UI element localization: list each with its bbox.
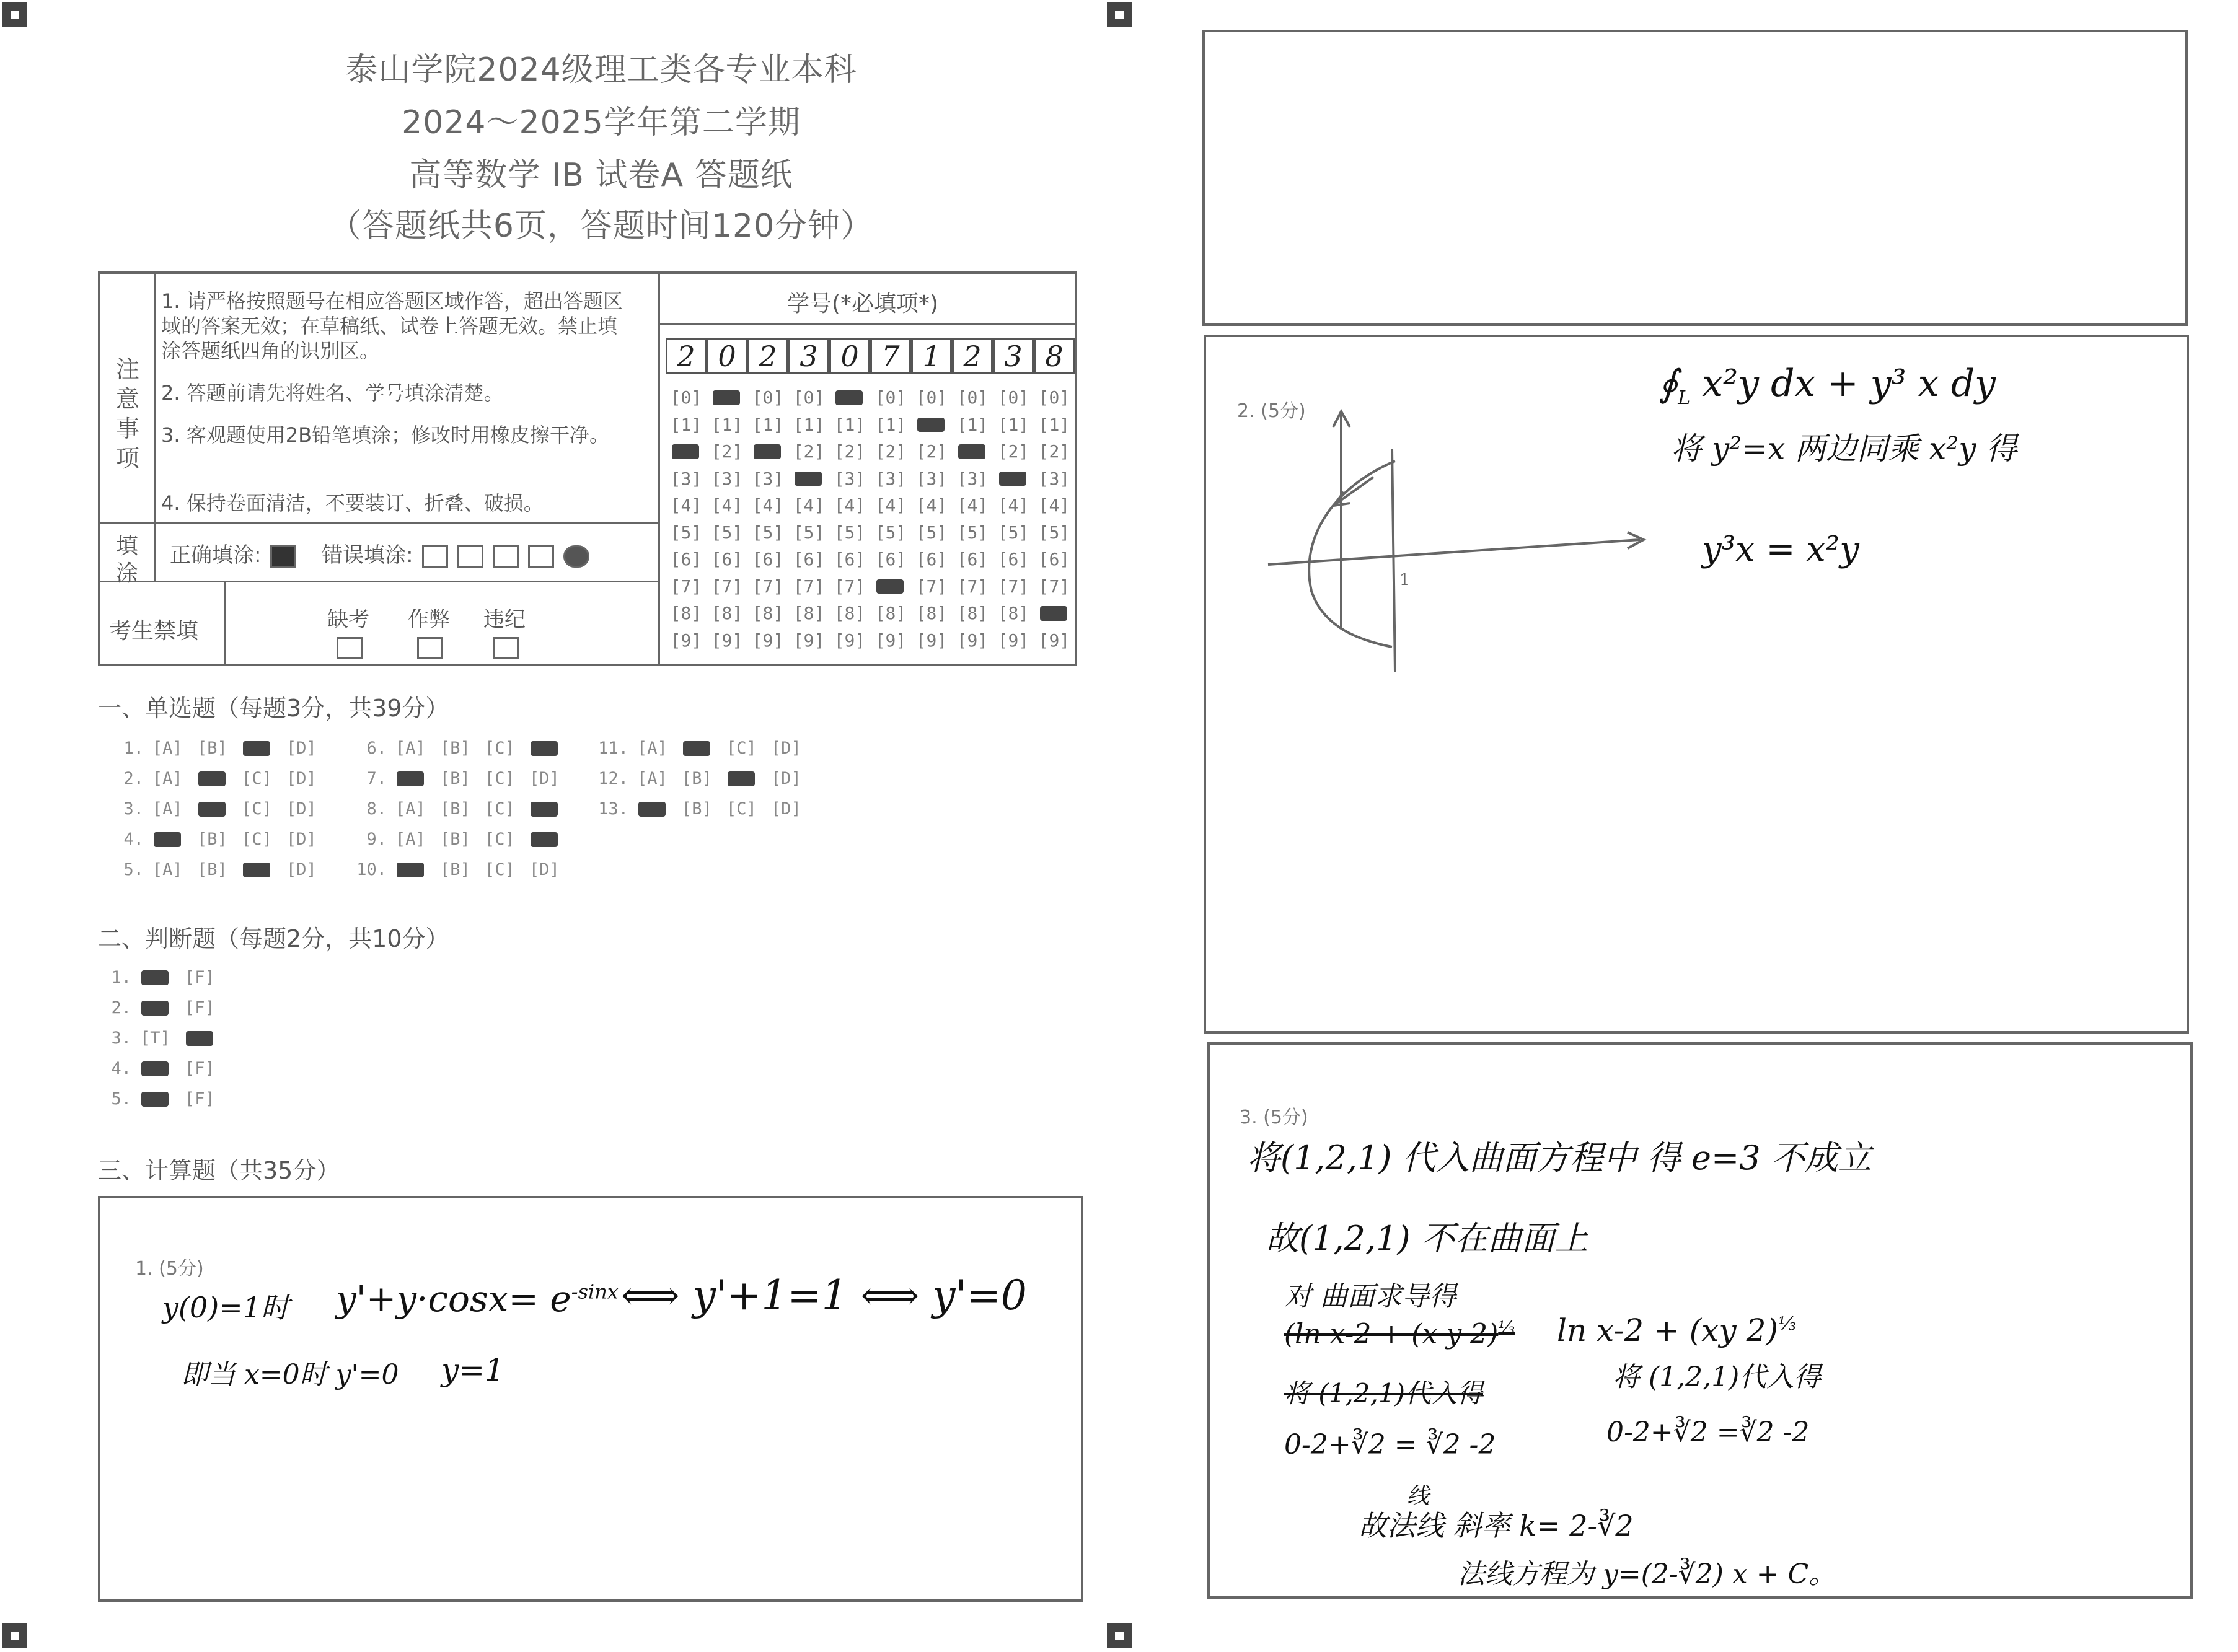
id-bubble[interactable]: [9] (670, 630, 702, 651)
id-bubble[interactable]: [2] (711, 441, 743, 462)
id-bubble[interactable]: [0] (670, 387, 702, 408)
mc-option[interactable] (152, 830, 197, 849)
id-bubble[interactable]: [6] (956, 549, 989, 569)
tf-question-number: 2. (111, 998, 131, 1017)
mc-option[interactable]: [A] (637, 769, 667, 788)
id-bubble[interactable]: [7] (752, 576, 784, 597)
id-bubble[interactable]: [6] (874, 549, 907, 569)
mc-option[interactable]: [B] (440, 860, 470, 879)
mc-option[interactable]: [D] (529, 769, 560, 788)
id-bubble[interactable]: [3] (956, 468, 989, 489)
bubble-row (666, 384, 1075, 411)
id-bubble[interactable]: [3] (874, 468, 907, 489)
fill-example (170, 538, 589, 568)
answer-box-q1[interactable] (98, 1196, 1083, 1602)
id-bubble[interactable]: [6] (752, 549, 784, 569)
mc-option[interactable]: [D] (529, 860, 560, 879)
tf-option[interactable] (140, 998, 185, 1017)
absent-box[interactable]: 缺考 (324, 602, 373, 659)
mc-option[interactable]: [A] (152, 769, 183, 788)
x-axis (1268, 540, 1640, 565)
tf-option[interactable]: [F] (185, 968, 215, 987)
id-bubble[interactable]: [4] (670, 495, 702, 516)
mc-option[interactable] (395, 860, 440, 879)
q3-line-d1-struck: (ln x-2 + (x y 2)$^{\frac{1}{3}}$ (1284, 1317, 1515, 1350)
id-bubble[interactable] (829, 384, 870, 411)
mc-option[interactable]: [C] (242, 799, 272, 819)
mc-question (105, 830, 331, 849)
id-bubble[interactable] (952, 438, 993, 465)
mc-option[interactable]: [D] (771, 739, 801, 758)
note-1: 1. 请严格按照题号在相应答题区域作答，超出答题区域的答案无效；在草稿纸、试卷上答题无效。禁止填涂答题纸四角的识别区。 (161, 289, 623, 362)
id-bubble[interactable]: [4] (711, 495, 743, 516)
id-bubble[interactable]: [7] (1038, 576, 1070, 597)
bubble-row (666, 573, 1075, 600)
mc-option[interactable]: [B] (197, 830, 227, 849)
mc-option[interactable]: [D] (286, 799, 317, 819)
tf-question (93, 998, 229, 1017)
answer-box-q2[interactable] (1204, 335, 2189, 1034)
q3-line-e1-struck: 将 (1,2,1)代入得 (1284, 1378, 1483, 1408)
mc-question (105, 799, 331, 819)
mc-option[interactable]: [A] (395, 830, 426, 849)
id-bubble[interactable]: [4] (915, 495, 948, 516)
forbidden-label: 考生禁填 (109, 618, 199, 644)
mc-option[interactable]: [D] (771, 799, 801, 819)
mc-option[interactable]: [A] (152, 739, 183, 758)
id-bubble[interactable]: [3] (834, 468, 866, 489)
id-bubble[interactable]: [2] (915, 441, 948, 462)
wrong-fill-sample (563, 545, 589, 568)
id-bubble[interactable]: [0] (1038, 387, 1070, 408)
q3-line-g: 故法线 斜率 k= 2-∛2 (1359, 1509, 1634, 1542)
tf-option[interactable]: [F] (185, 1089, 215, 1109)
bubble-row (666, 600, 1075, 627)
mc-option[interactable]: [B] (440, 739, 470, 758)
id-bubble[interactable]: [7] (793, 576, 825, 597)
mc-question (590, 739, 816, 758)
wrong-fill-sample (457, 545, 483, 568)
mc-option[interactable]: [C] (485, 739, 515, 758)
student-id-bubbles[interactable] (666, 384, 1075, 654)
student-id-digit: 0 (707, 338, 747, 374)
id-bubble[interactable] (1034, 600, 1075, 627)
id-bubble[interactable]: [8] (834, 603, 866, 623)
id-bubble[interactable] (747, 438, 788, 465)
mc-option[interactable]: [C] (485, 769, 515, 788)
id-bubble[interactable]: [4] (997, 495, 1029, 516)
answer-box-q3[interactable] (1207, 1042, 2193, 1599)
wrong-fill-sample (528, 545, 554, 568)
tf-option[interactable] (140, 1089, 185, 1109)
mc-option[interactable] (242, 739, 286, 758)
id-bubble[interactable]: [8] (711, 603, 743, 623)
violation-box[interactable]: 违纪 (480, 602, 529, 659)
tf-question (93, 968, 229, 987)
id-bubble[interactable]: [1] (711, 414, 743, 435)
tf-option[interactable]: [F] (185, 998, 215, 1017)
corner-marker-top-right-page (1107, 2, 1132, 27)
q3-line-h: 法线方程为 y=(2-∛2) x + C。 (1458, 1558, 1836, 1590)
q1-line-d: 即当 x=0时 y'=0 (181, 1359, 399, 1391)
id-bubble[interactable]: [0] (752, 387, 784, 408)
mc-option[interactable] (242, 860, 286, 879)
id-bubble[interactable]: [8] (997, 603, 1029, 623)
mc-question-number: 5. (123, 860, 144, 879)
id-bubble[interactable]: [4] (874, 495, 907, 516)
true-false-title: 二、判断题（每题2分，共10分） (98, 925, 449, 952)
id-bubble[interactable]: [0] (874, 387, 907, 408)
answer-sheet-page-2 (1116, 0, 2238, 1652)
q3-line-d2: ln x-2 + (xy 2)$^{\frac{1}{3}}$ (1557, 1312, 1797, 1348)
id-bubble[interactable]: [7] (956, 576, 989, 597)
mc-question-number: 8. (366, 799, 387, 819)
mc-option[interactable]: [B] (197, 860, 227, 879)
note-3: 3. 客观题使用2B铅笔填涂；修改时用橡皮擦干净。 (161, 423, 610, 447)
tf-option[interactable]: [T] (140, 1029, 170, 1048)
q1-label: 1. (5分) (135, 1258, 204, 1280)
id-bubble[interactable]: [4] (1038, 495, 1070, 516)
id-bubble[interactable] (707, 384, 747, 411)
student-id-digit: 8 (1034, 338, 1075, 374)
correct-fill-sample (270, 545, 296, 568)
id-bubble[interactable]: [2] (997, 441, 1029, 462)
id-bubble[interactable]: [5] (711, 522, 743, 543)
id-bubble[interactable]: [0] (997, 387, 1029, 408)
bubble-row (666, 519, 1075, 547)
q3-line-f1: 0-2+∛2 = ∛2 -2 (1284, 1429, 1496, 1461)
student-id-digit: 2 (666, 338, 707, 374)
mc-option[interactable] (197, 769, 242, 788)
id-bubble[interactable]: [5] (793, 522, 825, 543)
tf-option[interactable] (185, 1029, 229, 1048)
mc-question-number: 1. (123, 739, 144, 758)
id-bubble[interactable] (870, 573, 911, 600)
mc-question (590, 769, 816, 788)
id-bubble[interactable]: [7] (834, 576, 866, 597)
id-bubble[interactable]: [9] (874, 630, 907, 651)
q1-line-a: y(0)=1时 (162, 1291, 289, 1324)
mc-option[interactable]: [D] (286, 739, 317, 758)
tf-question (93, 1059, 229, 1078)
sheet-title-line4: （答题纸共6页，答题时间120分钟） (328, 208, 874, 245)
mc-option[interactable]: [A] (152, 860, 183, 879)
id-bubble[interactable]: [9] (793, 630, 825, 651)
id-bubble[interactable]: [1] (956, 414, 989, 435)
student-id-digit: 0 (829, 338, 870, 374)
student-id-digits (666, 338, 1075, 374)
mc-question (105, 769, 331, 788)
id-bubble[interactable]: [6] (711, 549, 743, 569)
student-id-digit: 2 (952, 338, 993, 374)
mc-question (348, 769, 574, 788)
tf-question-number: 5. (111, 1089, 131, 1109)
id-bubble[interactable]: [5] (997, 522, 1029, 543)
wrong-fill-sample (422, 545, 448, 568)
correct-fill-label: 正确填涂: (170, 543, 262, 568)
tf-option[interactable]: [F] (185, 1059, 215, 1078)
student-id-digit: 1 (911, 338, 952, 374)
mc-option[interactable] (726, 769, 771, 788)
id-bubble[interactable]: [3] (752, 468, 784, 489)
id-bubble[interactable]: [5] (956, 522, 989, 543)
q3-line-e2: 将 (1,2,1)代入得 (1613, 1361, 1822, 1393)
mc-option[interactable] (682, 739, 726, 758)
id-bubble[interactable]: [8] (915, 603, 948, 623)
fill-label: 填涂 (115, 534, 138, 586)
id-bubble[interactable]: [5] (834, 522, 866, 543)
id-bubble[interactable]: [6] (1038, 549, 1070, 569)
q1-line-c: ⟺ y'+1=1 ⟺ y'=0 (621, 1272, 1027, 1319)
mc-question (105, 739, 331, 758)
mc-option[interactable]: [D] (286, 769, 317, 788)
tf-question-number: 3. (111, 1029, 131, 1048)
mc-option[interactable]: [C] (485, 830, 515, 849)
id-bubble[interactable]: [5] (752, 522, 784, 543)
id-bubble[interactable]: [9] (834, 630, 866, 651)
mc-option[interactable]: [B] (682, 769, 712, 788)
id-bubble[interactable]: [9] (711, 630, 743, 651)
id-bubble[interactable]: [8] (874, 603, 907, 623)
mc-option[interactable] (197, 799, 242, 819)
q1-line-e: y=1 (441, 1352, 504, 1388)
student-id-digit: 7 (870, 338, 911, 374)
mc-option[interactable]: [B] (197, 739, 227, 758)
id-bubble[interactable]: [1] (793, 414, 825, 435)
mc-question (348, 739, 574, 758)
mc-option[interactable]: [A] (395, 799, 426, 819)
id-bubble[interactable]: [3] (711, 468, 743, 489)
id-bubble[interactable]: [9] (956, 630, 989, 651)
q3-line-b: 故(1,2,1) 不在曲面上 (1266, 1219, 1588, 1258)
q3-line-c: 对 曲面求导得 (1284, 1281, 1456, 1312)
student-id-digit: 3 (788, 338, 829, 374)
mc-option[interactable]: [C] (726, 739, 757, 758)
id-bubble[interactable] (788, 465, 829, 493)
student-id-digit: 2 (747, 338, 788, 374)
id-bubble[interactable]: [8] (956, 603, 989, 623)
mc-option[interactable]: [B] (440, 830, 470, 849)
tf-option[interactable] (140, 1059, 185, 1078)
mc-option[interactable] (529, 739, 574, 758)
cheat-box[interactable]: 作弊 (404, 602, 454, 659)
calc-title: 三、计算题（共35分） (98, 1157, 340, 1184)
corner-marker-bottom-right-page (1107, 1623, 1132, 1648)
mc-option[interactable]: [C] (726, 799, 757, 819)
mc-question-number: 3. (123, 799, 144, 819)
id-bubble[interactable]: [0] (915, 387, 948, 408)
mc-option[interactable]: [C] (242, 769, 272, 788)
id-bubble[interactable]: [7] (670, 576, 702, 597)
bubble-row (666, 546, 1075, 573)
mc-option[interactable]: [C] (242, 830, 272, 849)
mc-question-number: 12. (598, 769, 628, 788)
parabola (1309, 461, 1395, 647)
q3-line-g-note: 线 (1407, 1483, 1430, 1509)
id-bubble[interactable]: [5] (1038, 522, 1070, 543)
mc-question (348, 830, 574, 849)
mc-option[interactable]: [D] (771, 769, 801, 788)
mc-question-number: 6. (366, 739, 387, 758)
bubble-row (666, 438, 1075, 465)
tf-question (93, 1089, 229, 1109)
line-x-1 (1392, 449, 1395, 672)
tf-question-number: 4. (111, 1059, 131, 1078)
mc-question-number: 11. (598, 739, 628, 758)
q3-line-a: 将(1,2,1) 代入曲面方程中 得 e=3 不成立 (1247, 1138, 1872, 1177)
mc-option[interactable]: [D] (286, 830, 317, 849)
bubble-row (666, 411, 1075, 439)
sheet-title-line3: 高等数学 IB 试卷A 答题纸 (409, 157, 793, 194)
mc-question (105, 860, 331, 879)
q2-label: 2. (5分) (1237, 400, 1306, 422)
student-id-digit: 3 (993, 338, 1034, 374)
tf-option[interactable] (140, 968, 185, 987)
bubble-row (666, 492, 1075, 519)
id-bubble[interactable]: [2] (874, 441, 907, 462)
id-bubble[interactable]: [9] (915, 630, 948, 651)
notes-label: 注意事项 (115, 356, 139, 472)
id-bubble[interactable] (666, 438, 707, 465)
wrong-fill-label: 错误填涂: (322, 543, 413, 568)
id-bubble[interactable]: [2] (793, 441, 825, 462)
id-bubble[interactable]: [4] (752, 495, 784, 516)
id-bubble[interactable]: [7] (997, 576, 1029, 597)
id-bubble[interactable]: [7] (711, 576, 743, 597)
id-bubble[interactable]: [3] (670, 468, 702, 489)
id-bubble[interactable]: [6] (834, 549, 866, 569)
id-bubble[interactable]: [3] (915, 468, 948, 489)
mc-option[interactable]: [B] (440, 769, 470, 788)
q2-line-c: y³x = x²y (1702, 529, 1859, 569)
id-bubble[interactable]: [3] (1038, 468, 1070, 489)
mc-option[interactable] (529, 799, 574, 819)
id-bubble[interactable]: [8] (752, 603, 784, 623)
mc-option[interactable]: [B] (682, 799, 712, 819)
id-bubble[interactable]: [6] (793, 549, 825, 569)
mc-question (590, 799, 816, 819)
tf-question-number: 1. (111, 968, 131, 987)
answer-sheet-page-1 (0, 0, 1116, 1652)
mc-option[interactable] (529, 830, 574, 849)
id-bubble[interactable]: [1] (1038, 414, 1070, 435)
id-bubble[interactable]: [2] (834, 441, 866, 462)
mc-option[interactable] (637, 799, 682, 819)
id-bubble[interactable]: [4] (956, 495, 989, 516)
single-choice-title: 一、单选题（每题3分，共39分） (98, 695, 449, 722)
mc-question-number: 10. (356, 860, 387, 879)
mc-question (348, 860, 574, 879)
q2-tick-label: 1 (1399, 571, 1410, 589)
id-bubble[interactable]: [1] (997, 414, 1029, 435)
q3-line-f2: 0-2+∛2 =∛2 -2 (1606, 1417, 1810, 1448)
id-bubble[interactable]: [6] (670, 549, 702, 569)
tf-question (93, 1029, 229, 1048)
corner-marker-bottom-left (2, 1623, 27, 1648)
mc-option[interactable] (395, 769, 440, 788)
id-bubble[interactable]: [4] (793, 495, 825, 516)
sheet-title-line2: 2024～2025学年第二学期 (402, 104, 801, 141)
mc-question-number: 7. (366, 769, 387, 788)
id-bubble[interactable]: [1] (752, 414, 784, 435)
note-2: 2. 答题前请先将姓名、学号填涂清楚。 (161, 381, 504, 405)
bubble-row (666, 627, 1075, 654)
id-bubble[interactable]: [1] (874, 414, 907, 435)
sheet-title-line1: 泰山学院2024级理工类各专业本科 (345, 51, 857, 89)
wrong-fill-sample (493, 545, 519, 568)
id-bubble[interactable] (993, 465, 1034, 493)
id-bubble[interactable]: [6] (915, 549, 948, 569)
mc-question-number: 9. (366, 830, 387, 849)
mc-option[interactable]: [B] (440, 799, 470, 819)
mc-option[interactable]: [C] (485, 799, 515, 819)
id-bubble[interactable]: [1] (834, 414, 866, 435)
id-bubble[interactable]: [0] (956, 387, 989, 408)
mc-option[interactable]: [D] (286, 860, 317, 879)
id-bubble[interactable]: [9] (752, 630, 784, 651)
info-table (98, 271, 1077, 666)
mc-question-number: 13. (598, 799, 628, 819)
id-bubble[interactable]: [9] (997, 630, 1029, 651)
id-bubble[interactable]: [0] (793, 387, 825, 408)
mc-option[interactable]: [A] (395, 739, 426, 758)
mc-option[interactable]: [A] (152, 799, 183, 819)
id-bubble[interactable]: [8] (793, 603, 825, 623)
q2-line-a: $∮_L$ x²y dx + y³ x dy (1659, 362, 1996, 409)
mc-question-number: 2. (123, 769, 144, 788)
note-4: 4. 保持卷面清洁，不要装订、折叠、破损。 (161, 491, 544, 515)
id-bubble[interactable]: [5] (670, 522, 702, 543)
id-bubble[interactable]: [5] (915, 522, 948, 543)
id-bubble[interactable]: [6] (997, 549, 1029, 569)
id-bubble[interactable] (911, 411, 952, 439)
student-id-title: 学号(*必填项*) (786, 291, 939, 317)
id-bubble[interactable]: [5] (874, 522, 907, 543)
answer-box-continuation[interactable] (1202, 30, 2188, 326)
q1-line-b: $y'+y\cdot\cos x= e^{-sinx}$ (336, 1278, 619, 1320)
q2-line-b: 将 y²=x 两边同乘 x²y 得 (1671, 431, 2017, 467)
mc-question (348, 799, 574, 819)
corner-marker-top-left (2, 2, 27, 27)
id-bubble[interactable]: [7] (915, 576, 948, 597)
id-bubble[interactable]: [8] (670, 603, 702, 623)
id-bubble[interactable]: [1] (670, 414, 702, 435)
mc-question-number: 4. (123, 830, 144, 849)
id-bubble[interactable]: [2] (1038, 441, 1070, 462)
q3-label: 3. (5分) (1240, 1107, 1308, 1128)
id-bubble[interactable]: [4] (834, 495, 866, 516)
mc-option[interactable]: [A] (637, 739, 667, 758)
id-bubble[interactable]: [9] (1038, 630, 1070, 651)
bubble-row (666, 465, 1075, 493)
mc-option[interactable]: [C] (485, 860, 515, 879)
